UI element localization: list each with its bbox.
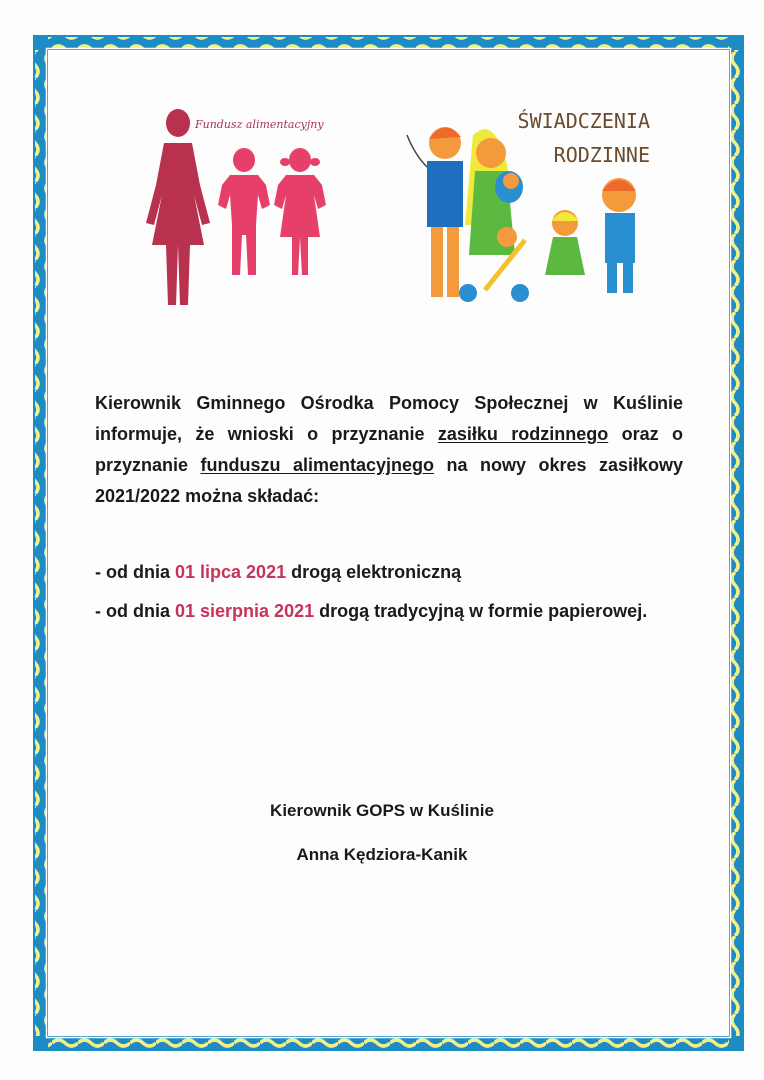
swiadczenia-rodzinne-title <box>500 104 650 172</box>
text: drogą tradycyjną w formie papierowej. <box>314 601 648 621</box>
underlined-term-zasilek: zasiłku rodzinnego <box>437 424 609 444</box>
signature-name: Anna Kędziora-Kanik <box>296 845 468 864</box>
date-highlight: 01 sierpnia 2021 <box>175 601 315 621</box>
girl-figure-icon <box>274 148 326 275</box>
text: drogą elektroniczną <box>286 562 462 582</box>
date-highlight: 01 lipca 2021 <box>175 562 287 582</box>
title-line-1: ŚWIADCZENIA <box>517 109 650 133</box>
boy-figure-icon <box>218 148 270 275</box>
text: Kierownik Gminnego Ośrodka Pomocy Społecznej w Kuślinie informuje, że wnioski o przyznanie <box>95 393 683 444</box>
underlined-term-fundusz: funduszu alimentacyjnego <box>200 455 435 475</box>
woman-figure-icon <box>146 109 210 305</box>
list-item-electronic <box>95 557 683 588</box>
announcement-paragraph <box>95 388 683 512</box>
title-line-2: RODZINNE <box>553 143 650 167</box>
fundusz-alimentacyjny-logo <box>140 105 340 315</box>
list-item-paper <box>95 596 683 627</box>
text: oraz o przyznanie <box>95 424 683 475</box>
text: na nowy okres zasiłkowy 2021/2022 można składać: <box>95 455 683 506</box>
signature-title: Kierownik GOPS w Kuślinie <box>270 801 494 820</box>
text: - od dnia <box>95 562 175 582</box>
fundusz-caption: Fundusz alimentacyjny <box>195 118 324 131</box>
text: - od dnia <box>95 601 175 621</box>
